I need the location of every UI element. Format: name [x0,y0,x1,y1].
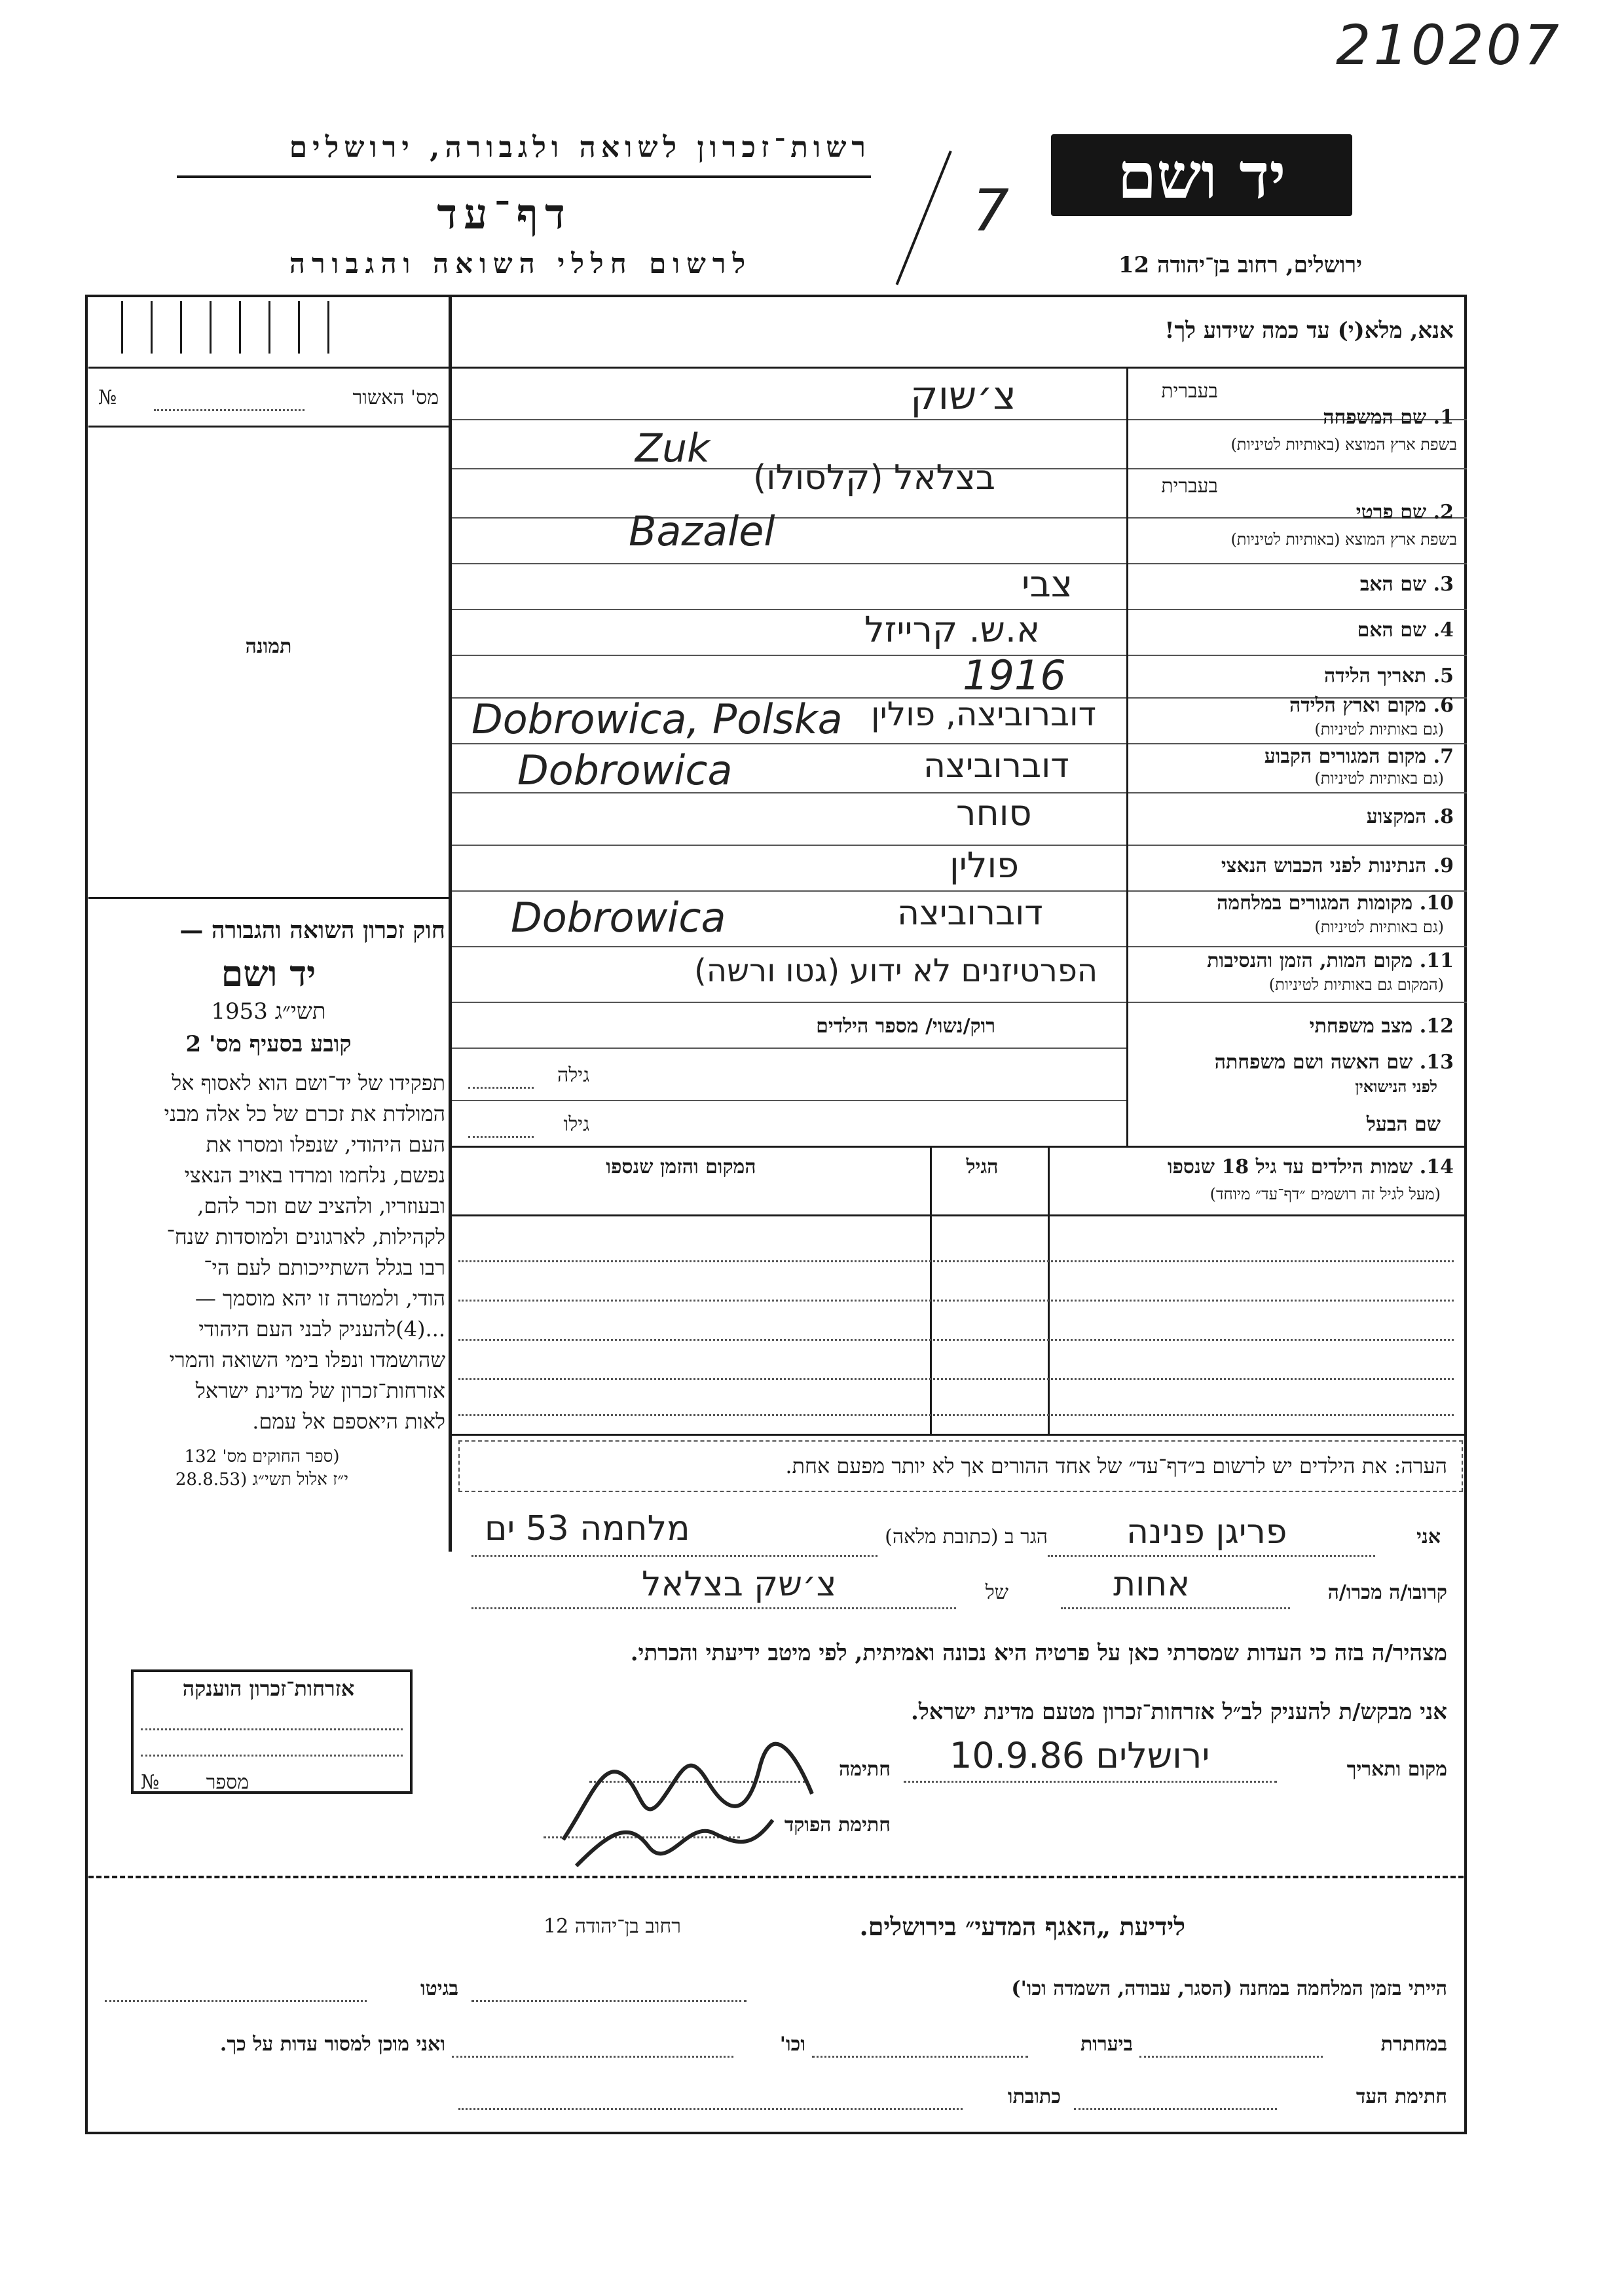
signature-scrawl [550,1722,917,1872]
law-body-line: שהושמדו ונפלו בימי השואה והמרי [169,1347,445,1372]
law-body-line: רבו בגלל השתייכותם לעם הי־ [204,1255,445,1280]
children-bottom-rule [452,1434,1467,1436]
field-6-value-latin: Dobrowica, Polska [471,695,843,743]
field-1-sub: בשפת ארץ המוצא (באותיות לטיניות) [1230,435,1457,454]
forest-field[interactable] [812,2056,1028,2058]
declarant-name: פריגן פנינה [1126,1512,1287,1552]
bottom-line-2-etc: וכו' [779,2033,805,2056]
of-label: של [985,1581,1008,1604]
field-14-label: 14. שמות הילדים עד גיל 18 שנספו [1167,1156,1454,1178]
relative-label: קרובו/ה מכרו/ה [1327,1581,1447,1604]
field-4-value: א.ש. קרייזל [864,609,1041,650]
children-top-rule [452,1146,1467,1148]
instruction-rule [452,367,1467,369]
children-col-2 [930,1146,932,1434]
field-12-options: רוק/נשוי/ מספר הילדים [816,1015,995,1038]
law-body-line: ...(4)להעניק לבני העם היהודי [198,1317,445,1341]
law-body-line: הודי, ולמטרה זו יהא מוסמך — [194,1286,445,1311]
law-box-rule [88,897,449,899]
bottom-line-2-start: במחתרת [1380,2033,1447,2056]
margin-mark: 7 [972,177,1009,244]
field-4-label: 4. שם האם [1357,619,1454,642]
request-statement: אני מבקש/ת להעניק לב״ל אזרחות־זכרון מטעם מדינת ישראל. [911,1699,1447,1725]
citizenship-no-sign: № [141,1771,160,1794]
bottom-line-3-address: כתובתו [1007,2085,1061,2108]
ghetto-field[interactable] [105,2000,367,2002]
signature-label: חתימה [839,1758,891,1781]
bottom-line-2-forest: ביערות [1080,2033,1133,2056]
field-7-value-latin: Dobrowica [517,746,733,794]
law-body-line: תפקידו של יד־ושם הוא לאסוף אל [172,1070,445,1095]
field-5-label: 5. תאריך הלידה [1324,665,1454,687]
field-14-sub: (מעל לגיל זה רושמים ״דף־עד״ מיוחד) [1209,1185,1441,1203]
field-2-sub: בשפת ארץ המוצא (באותיות לטיניות) [1230,530,1457,549]
bottom-line-2-end: ואני מוכן למסור עדות על כך. [219,2033,445,2056]
husband-label: שם הבעל [1366,1113,1441,1136]
child-row[interactable] [458,1378,1454,1380]
place-column-header: המקום והזמן שנספו [606,1156,756,1178]
field-12-label: 12. מצב משפחתי [1309,1015,1454,1038]
approval-no-field[interactable] [154,409,304,411]
children-col-1 [1048,1146,1050,1434]
address-value: מלחמה 53 ים [485,1509,690,1548]
place-date-label: מקום ותאריך [1346,1758,1447,1781]
field-2-value-latin: Bazalel [629,507,775,555]
field-8-value: סוחר [956,792,1032,833]
children-header-rule [452,1214,1467,1216]
citizenship-line-1[interactable] [141,1728,403,1730]
bottom-line-3-start: חתימת העד [1356,2085,1447,2108]
field-13-sub: לפני הנישואין [1355,1077,1437,1096]
citizenship-title: אזרחות־זכרון הוענקה [182,1676,355,1701]
approval-no-sign: № [98,386,117,409]
resides-label: הגר ב (כתובת מלאה) [885,1525,1048,1548]
law-body-line: אזרחות־זכרון של מדינת ישראל [195,1378,445,1403]
husband-age-label: גילו [563,1113,589,1136]
witness-signature-field[interactable] [1074,2108,1277,2110]
bottom-separator [88,1876,1464,1878]
bottom-line-1-end: בגיטו [420,1977,458,2000]
citizenship-line-2[interactable] [141,1755,403,1757]
law-body-line: לאות היאספם אל עמם. [252,1409,445,1434]
field-11-sub: (המקום גם באותיות לטיניות) [1268,975,1444,994]
field-6-sub: (גם באותיות לטיניות) [1314,720,1444,738]
law-heading: חוק זכרון השואה והגבורה — [179,917,445,944]
field-13-label: 13. שם האשה ושם משפחתה [1214,1051,1454,1074]
field-10-value-he: דוברוביצה [897,894,1043,933]
officer-label: חתימת הפוקד [784,1813,891,1836]
wife-age-field[interactable] [468,1087,534,1089]
truth-statement: מצהיר/ה בזה כי העדות שמסרתי כאן על פרטיה היא נכונה ואמיתית, לפי מיטב ידיעתי והכרתי. [630,1640,1447,1666]
authority-line: רשות־זכרון לשואה ולגבורה, ירושלים [289,131,871,164]
law-body-line: המולדת את זכרם של כל אלה מבני [164,1101,445,1126]
margin-slash [896,151,952,285]
field-2-label: 2. שם פרטי [1356,501,1454,524]
child-row[interactable] [458,1339,1454,1341]
approval-rule-bottom [88,426,449,428]
field-9-label: 9. הנתינות לפני הכבוש הנאצי [1221,854,1454,877]
header-rule [177,175,871,178]
child-row[interactable] [458,1260,1454,1262]
law-name: יד ושם [221,953,316,994]
age-column-header: הגיל [966,1156,999,1178]
address-field[interactable] [471,1555,877,1557]
field-6-label: 6. מקום וארץ הלידה [1289,694,1454,717]
field-9-value: פולין [950,845,1019,886]
form-title: דף־עד [437,190,572,239]
address: ירושלים, רחוב בן־יהודה 12 [1118,252,1362,278]
field-5-value: 1916 [963,651,1066,699]
field-2-hebrew-tag: בעברית [1161,475,1218,498]
husband-age-field[interactable] [468,1136,534,1138]
place-date-value: ירושלים 10.9.86 [950,1735,1210,1776]
field-1-hebrew-tag: בעברית [1161,380,1218,403]
relation-field[interactable] [1061,1607,1290,1609]
citizenship-number-label: מספר [206,1771,249,1794]
field-3-value: צבי [1022,563,1073,606]
instruction: אנא, מלא(י) עד כמה שידוע לך! [1164,318,1454,344]
law-body-line: ובעוזריו, ולהציב שם וזכר להם, [197,1194,445,1218]
field-10-label: 10. מקומות המגורים במלחמה [1217,892,1454,915]
declarant-name-field[interactable] [1048,1555,1375,1557]
logo-text: יד ושם [1117,139,1286,213]
field-3-label: 3. שם האב [1359,573,1454,596]
field-7-sub: (גם באותיות לטיניות) [1314,769,1444,788]
underground-field[interactable] [1139,2056,1323,2058]
field-1-value-extra: בצלאל (קלסולו) [753,458,995,498]
archive-number: 210207 [1336,13,1562,77]
bottom-line-1: הייתי בזמן המלחמה במחנה (הסגר, עבודה, השמדה וכו') [1011,1977,1447,2000]
field-8-label: 8. המקצוע [1366,805,1454,828]
camp-field[interactable] [471,2000,747,2002]
field-6-value-he: דוברוביצה, פולין [871,695,1096,733]
wife-age-label: גילה [557,1064,589,1087]
field-11-value: הפרטיזנים לא ידוע (גטו ורשה) [694,953,1098,989]
law-citation-1: (ספר החוקים מס' 132 [184,1447,340,1467]
approval-no-label: מס' האשור [352,386,439,409]
left-column-border [449,295,452,1552]
field-7-label: 7. מקום המגורים הקבוע [1264,745,1454,768]
field-11-label: 11. מקום המות, הזמן והנסיבות [1207,949,1454,972]
of-value: צ׳שק בצלאל [642,1565,837,1604]
field-1-value-he: צ׳שוק [910,373,1016,419]
law-body-line: העם היהודי, שנפלו ומסרו את [206,1132,445,1157]
of-field[interactable] [471,1607,956,1609]
law-body-line: לקהילות, לארגונים ולמוסדות שנח־ [166,1224,445,1249]
relation-value: אחות [1113,1565,1190,1604]
witness-address-field[interactable] [458,2108,963,2110]
law-clause: קובע בסעיף מס' 2 [185,1031,352,1057]
bottom-address: רחוב בן־יהודה 12 [544,1915,681,1938]
approval-rule-top [88,367,449,369]
etc-field[interactable] [452,2056,733,2058]
child-row[interactable] [458,1300,1454,1302]
note-text: הערה: את הילדים יש לרשום ב״דף־עד״ של אחד ההורים אך לא יותר מפעם אחת. [785,1453,1447,1478]
field-7-value-he: דוברוביצה [923,746,1069,786]
field-1-value-latin: Zuk [635,426,710,471]
law-citation-2: י״ז אלול תשי״ג (28.8.53 [175,1470,349,1489]
form-subtitle: לרשום חללי השואה והגבורה [289,247,752,280]
place-date-field[interactable] [904,1781,1277,1783]
law-year: תשי״ג 1953 [211,998,326,1025]
photo-label: תמונה [245,635,292,658]
bottom-title: לידיעת „האגף המדעי״ בירושלים. [859,1912,1185,1941]
label-column-divider [1126,367,1128,1146]
field-1-label: 1. שם המשפחה [1323,406,1454,429]
child-row[interactable] [458,1414,1454,1416]
declaration-i-label: אני [1416,1525,1441,1548]
tick-boxes [88,298,449,360]
field-10-sub: (גם באותיות לטיניות) [1314,918,1444,936]
law-body-line: נפשם, נלחמו ומרדו באויב הנאצי [184,1163,445,1188]
field-10-value-latin: Dobrowica [511,894,726,941]
